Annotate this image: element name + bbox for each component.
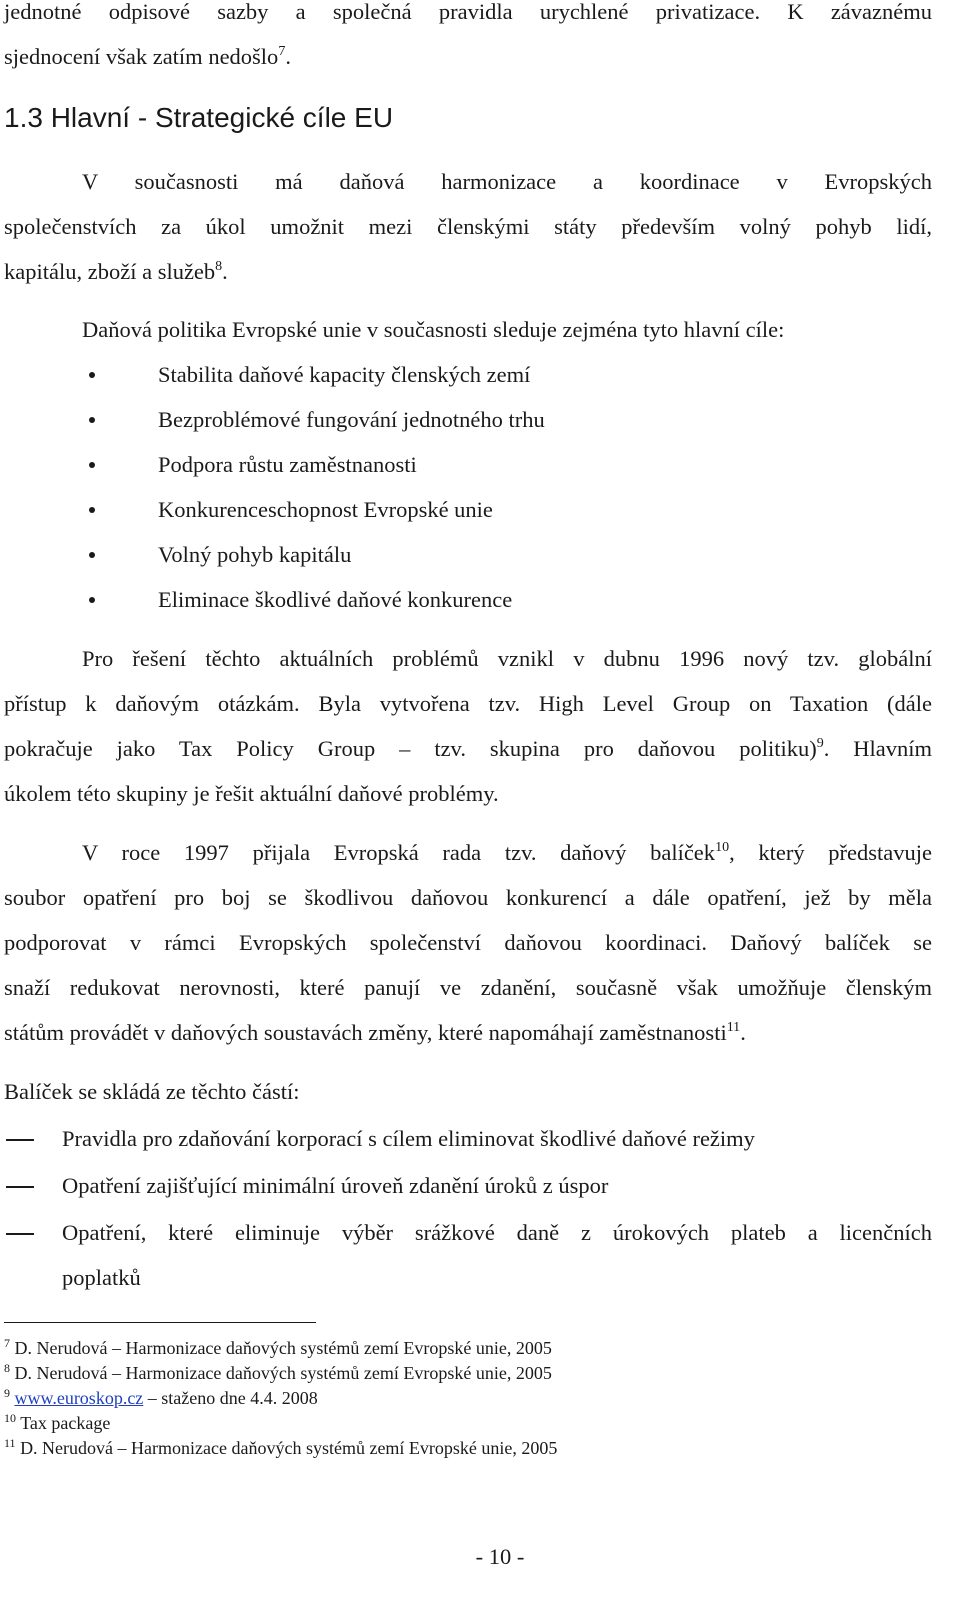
para4-line-3: podporovat v rámci Evropských společenství daňovou koordinaci. Daňový balíček se [4,930,932,955]
goal-text: Eliminace škodlivé daňové konkurence [158,587,513,612]
para4-line-2: soubor opatření pro boj se škodlivou daňovou konkurencí a dále opatření, jež by měla [4,885,932,910]
para5-line-1: Balíček se skládá ze těchto částí: [4,1079,300,1104]
footnote-number: 11 [4,1436,16,1450]
bullet-dot-icon [89,462,95,468]
para2-line-1: Daňová politika Evropské unie v současnosti sleduje zejména tyto hlavní cíle: [82,317,785,342]
para3-line-3-text: pokračuje jako Tax Policy Group – tzv. skupina pro daňovou politiku) [4,736,817,761]
part-item [0,1124,930,1154]
para3-line-1: Pro řešení těchto aktuálních problémů vznikl v dubnu 1996 nový tzv. globální [82,646,932,671]
section-heading: 1.3 Hlavní - Strategické cíle EU [4,102,394,133]
footnote-text: D. Nerudová – Harmonizace daňových systémů zemí Evropské unie, 2005 [14,1338,552,1358]
para3-line-2: přístup k daňovým otázkám. Byla vytvořena tzv. High Level Group on Taxation (dále [4,691,932,716]
para4-line-1 [82,838,932,868]
goal-text: Podpora růstu zaměstnanosti [158,452,417,477]
footnote-text: D. Nerudová – Harmonizace daňových systémů zemí Evropské unie, 2005 [20,1438,558,1458]
footnote-ref-8: 8 [215,259,223,274]
goal-text: Bezproblémové fungování jednotného trhu [158,407,545,432]
footnote-ref-11: 11 [726,1020,741,1035]
part-text: Opatření, které eliminuje výběr srážkové daně z úrokových plateb a licenčních [62,1220,932,1245]
dash-bullet-icon [6,1186,34,1188]
footnote-8 [4,1362,552,1384]
footnote-9 [4,1387,318,1409]
para3-line-3-end: . Hlavním [823,736,932,761]
goal-item [0,405,930,435]
para4-line-5 [4,1018,932,1048]
para3-line-3 [4,734,932,764]
para1-line-3-text: kapitálu, zboží a služeb [4,259,216,284]
goal-item [0,450,930,480]
footnote-text: – staženo dne 4.4. 2008 [143,1388,318,1408]
intro-line-1: jednotné odpisové sazby a společná pravidla urychlené privatizace. K závaznému [4,0,932,24]
euroskop-link[interactable]: www.euroskop.cz [14,1388,144,1408]
footnote-number: 10 [4,1411,16,1425]
footnote-number: 9 [4,1386,10,1400]
goal-text: Konkurenceschopnost Evropské unie [158,497,493,522]
part-text: Opatření zajišťující minimální úroveň zdanění úroků z úspor [62,1173,609,1198]
bullet-dot-icon [89,417,95,423]
footnote-text: Tax package [20,1413,111,1433]
goal-text: Volný pohyb kapitálu [158,542,352,567]
footnote-text: D. Nerudová – Harmonizace daňových systémů zemí Evropské unie, 2005 [14,1363,552,1383]
para1-line-3 [4,257,932,287]
para1-line-2: společenstvích za úkol umožnit mezi členskými státy především volný pohyb lidí, [4,214,932,239]
footnote-11 [4,1437,557,1459]
intro-line-2-end: . [285,44,291,69]
part-item [0,1218,930,1248]
page-number: - 10 - [475,1544,525,1569]
footnote-ref-10: 10 [715,840,730,855]
footnote-separator [4,1322,316,1323]
bullet-dot-icon [89,597,95,603]
para4-line-1-text: V roce 1997 přijala Evropská rada tzv. daňový balíček [82,840,716,865]
bullet-dot-icon [89,507,95,513]
para3-line-4: úkolem této skupiny je řešit aktuální daňové problémy. [4,781,499,806]
para1-line-3-end: . [222,259,228,284]
footnote-10 [4,1412,110,1434]
para4-line-5-text: státům provádět v daňových soustavách změny, které napomáhají zaměstnanosti [4,1020,727,1045]
goal-item [0,495,930,525]
bullet-dot-icon [89,372,95,378]
footnote-number: 8 [4,1361,10,1375]
dash-bullet-icon [6,1233,34,1235]
para4-line-1-end: , který představuje [729,840,932,865]
para4-line-5-end: . [740,1020,746,1045]
para1-line-1: V současnosti má daňová harmonizace a koordinace v Evropských [82,169,932,194]
part-item-continuation [0,1263,930,1293]
intro-line-2-text: sjednocení však zatím nedošlo [4,44,279,69]
part-item [0,1171,930,1201]
footnote-number: 7 [4,1336,10,1350]
part-text: Pravidla pro zdaňování korporací s cílem eliminovat škodlivé daňové režimy [62,1126,755,1151]
footnote-7 [4,1337,552,1359]
goal-item [0,360,930,390]
para4-line-4: snaží redukovat nerovnosti, které panují ve zdanění, současně však umožňuje členským [4,975,932,1000]
intro-line-2 [4,42,932,72]
footnote-ref-9: 9 [816,736,824,751]
goal-text: Stabilita daňové kapacity členských zemí [158,362,531,387]
goal-item [0,585,930,615]
goal-item [0,540,930,570]
dash-bullet-icon [6,1139,34,1141]
part-text: poplatků [62,1265,141,1290]
footnote-ref-7: 7 [278,44,286,59]
bullet-dot-icon [89,552,95,558]
